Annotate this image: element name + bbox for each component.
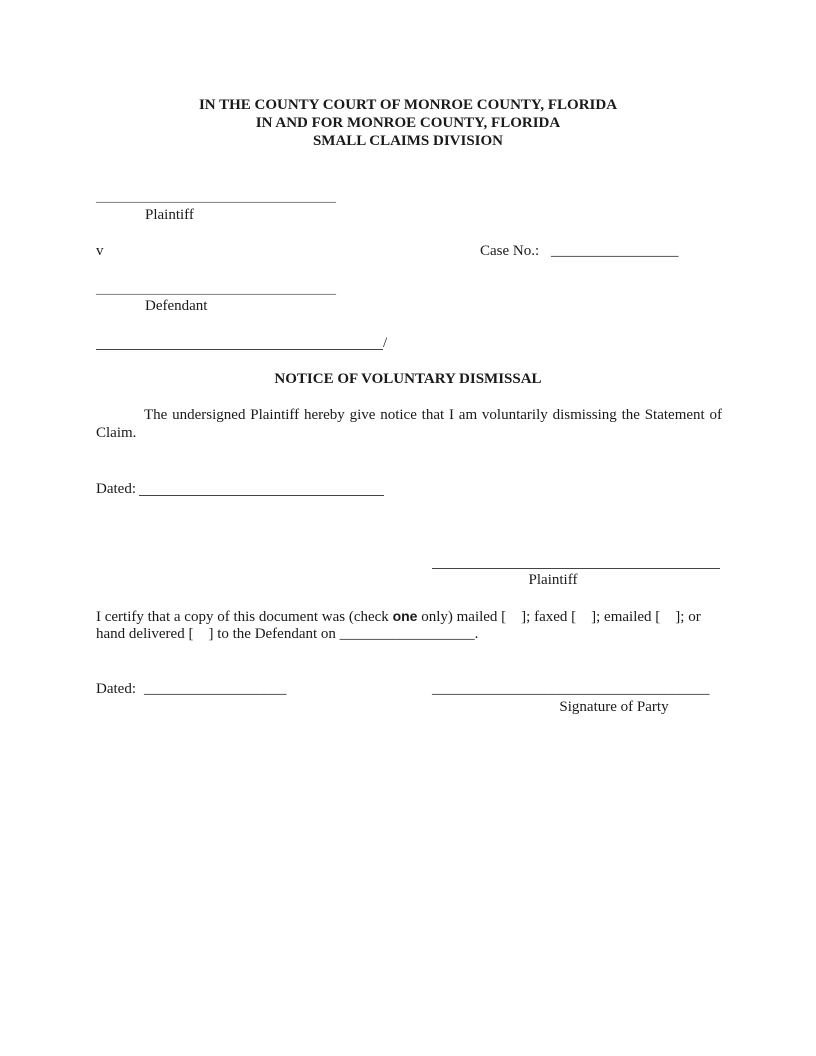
defendant-name-blank[interactable]: ________________________________ xyxy=(96,281,336,297)
defendant-label: Defendant xyxy=(145,298,208,314)
dated-label: Dated: xyxy=(96,481,136,497)
certificate-dated-blank[interactable]: ___________________ xyxy=(144,681,287,697)
court-header-line-2: IN AND FOR MONROE COUNTY, FLORIDA xyxy=(255,115,561,131)
certificate-emphasis: one xyxy=(392,608,418,624)
certificate-text-before: I certify that a copy of this document was (check xyxy=(96,609,393,625)
party-signature-blank[interactable]: _____________________________________ xyxy=(432,681,710,697)
caption-closing-line xyxy=(96,349,383,350)
certificate-dated-label: Dated: xyxy=(96,681,136,697)
notice-title: NOTICE OF VOLUNTARY DISMISSAL xyxy=(274,371,542,387)
court-header-line-1: IN THE COUNTY COURT OF MONROE COUNTY, FLORIDA xyxy=(198,97,618,113)
plaintiff-signature-line[interactable] xyxy=(432,568,720,569)
caption-closing-slash: / xyxy=(383,335,388,351)
party-signature-label: Signature of Party xyxy=(559,699,669,715)
certificate-text-after: only) mailed [ ]; faxed [ ]; emailed [ ]; or xyxy=(417,609,701,625)
plaintiff-name-blank[interactable]: ________________________________ xyxy=(96,189,336,205)
dated-blank[interactable] xyxy=(139,495,384,496)
notice-paragraph: The undersigned Plaintiff hereby give notice that I am voluntarily dismissing the Statement of Claim. xyxy=(96,407,722,441)
plaintiff-label: Plaintiff xyxy=(145,207,194,223)
certificate-line-2: hand delivered [ ] to the Defendant on __________________. xyxy=(96,626,479,642)
case-number-label: Case No.: xyxy=(480,243,540,259)
court-header-line-3: SMALL CLAIMS DIVISION xyxy=(312,133,504,149)
versus-label: v xyxy=(96,243,104,259)
case-number-blank[interactable]: _________________ xyxy=(551,243,679,259)
certificate-line-1 xyxy=(96,607,701,626)
plaintiff-signature-label: Plaintiff xyxy=(528,572,578,588)
